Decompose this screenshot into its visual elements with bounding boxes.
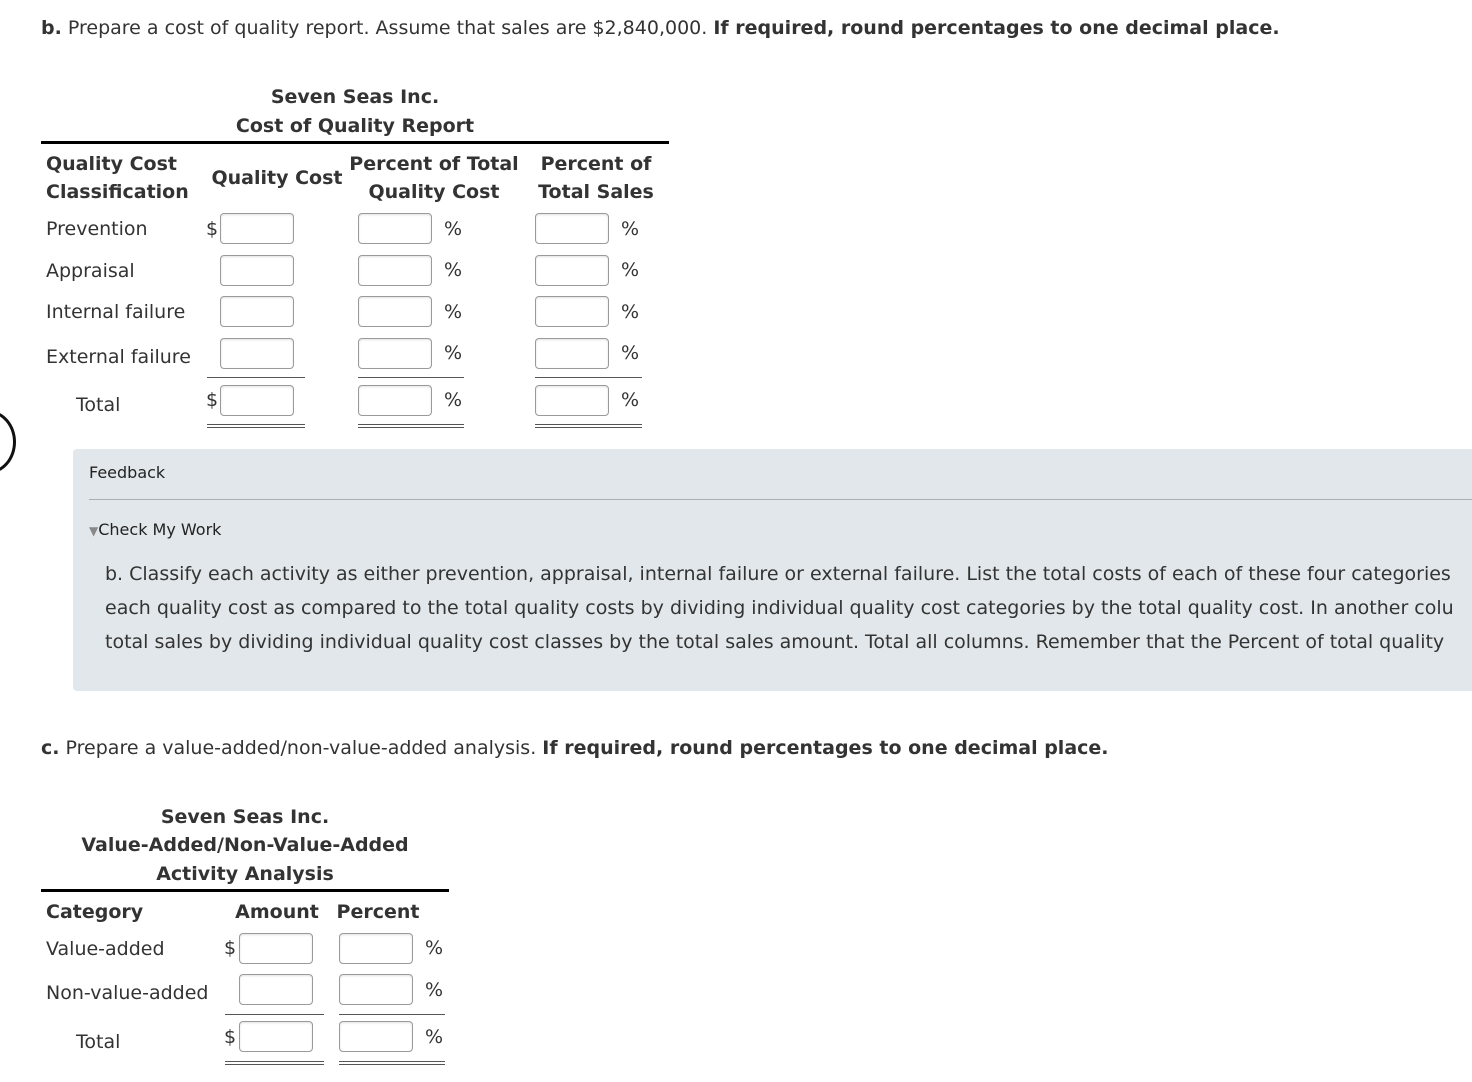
triangle-down-icon: ▼	[89, 524, 99, 538]
header-quality-cost: Quality Cost	[211, 167, 343, 189]
check-my-work-toggle[interactable]	[89, 520, 221, 539]
currency-symbol: $	[224, 1026, 237, 1048]
external-failure-pct-sales-input[interactable]	[535, 338, 609, 369]
header-percent-total-quality-cost: Percent of Total Quality Cost	[349, 153, 519, 203]
currency-symbol: $	[206, 218, 219, 240]
appraisal-pct-sales-input[interactable]	[535, 255, 609, 286]
partial-circle-icon	[0, 410, 16, 474]
percent-sign: %	[425, 1026, 444, 1048]
header-amount: Amount	[235, 901, 319, 923]
row-label: Total	[76, 394, 121, 416]
report-company-name: Seven Seas Inc.	[270, 86, 440, 108]
internal-failure-pct-sales-input[interactable]	[535, 296, 609, 327]
prevention-cost-input[interactable]	[220, 213, 294, 244]
part-c-letter: c.	[41, 737, 60, 759]
percent-sign: %	[444, 342, 463, 364]
header-classification: Quality Cost Classification	[46, 153, 189, 203]
subtotal-underline	[535, 377, 642, 378]
header-percent-total-sales: Percent of Total Sales	[538, 153, 654, 203]
total-double-underline	[339, 1061, 445, 1065]
part-b-instructions: Prepare a cost of quality report. Assume that sales are $2,840,000.	[67, 17, 708, 39]
external-failure-cost-input[interactable]	[220, 338, 294, 369]
row-label: Internal failure	[46, 301, 186, 323]
header-percent: Percent	[336, 901, 420, 923]
percent-sign: %	[621, 389, 640, 411]
percent-sign: %	[621, 301, 640, 323]
analysis-subtitle: Activity Analysis	[156, 863, 334, 885]
part-b-rounding-note: If required, round percentages to one decimal place.	[713, 17, 1280, 39]
total-double-underline	[225, 1061, 324, 1065]
part-b-letter: b.	[41, 17, 62, 39]
percent-sign: %	[621, 218, 640, 240]
part-c-instructions: Prepare a value-added/non-value-added analysis.	[65, 737, 537, 759]
row-label: Value-added	[46, 938, 165, 960]
total-double-underline	[358, 424, 464, 428]
percent-sign: %	[425, 937, 444, 959]
internal-failure-cost-input[interactable]	[220, 296, 294, 327]
percent-sign: %	[444, 301, 463, 323]
total-cost-input[interactable]	[220, 385, 294, 416]
analysis-title: Value-Added/Non-Value-Added	[81, 834, 409, 856]
subtotal-underline	[358, 377, 464, 378]
part-c-question	[41, 737, 1109, 759]
row-label: Total	[76, 1031, 121, 1053]
subtotal-underline	[207, 377, 305, 378]
prevention-pct-sales-input[interactable]	[535, 213, 609, 244]
row-label: Non-value-added	[46, 982, 209, 1004]
currency-symbol: $	[224, 937, 237, 959]
total-pct-quality-input[interactable]	[358, 385, 432, 416]
currency-symbol: $	[206, 389, 219, 411]
check-my-work-label: Check My Work	[98, 520, 222, 539]
appraisal-pct-quality-input[interactable]	[358, 255, 432, 286]
total-percent-input[interactable]	[339, 1021, 413, 1052]
report-title: Cost of Quality Report	[235, 115, 475, 137]
row-label: Appraisal	[46, 260, 135, 282]
percent-sign: %	[621, 342, 640, 364]
appraisal-cost-input[interactable]	[220, 255, 294, 286]
feedback-panel	[73, 449, 1472, 691]
subtotal-underline	[339, 1014, 445, 1015]
feedback-text	[105, 557, 1472, 659]
internal-failure-pct-quality-input[interactable]	[358, 296, 432, 327]
percent-sign: %	[444, 218, 463, 240]
value-added-percent-input[interactable]	[339, 933, 413, 964]
report-header-rule	[41, 141, 669, 144]
feedback-line: b. Classify each activity as either prevention, appraisal, internal failure or external failure. List the total costs of each of these four categories	[105, 563, 1451, 585]
external-failure-pct-quality-input[interactable]	[358, 338, 432, 369]
header-category: Category	[46, 901, 144, 923]
feedback-title: Feedback	[89, 463, 166, 482]
percent-sign: %	[425, 979, 444, 1001]
analysis-company-name: Seven Seas Inc.	[160, 806, 330, 828]
value-added-amount-input[interactable]	[239, 933, 313, 964]
total-amount-input[interactable]	[239, 1021, 313, 1052]
feedback-divider	[89, 499, 1472, 500]
percent-sign: %	[444, 259, 463, 281]
part-c-rounding-note: If required, round percentages to one decimal place.	[542, 737, 1109, 759]
row-label: External failure	[46, 346, 191, 368]
row-label: Prevention	[46, 218, 148, 240]
subtotal-underline	[225, 1014, 324, 1015]
total-double-underline	[535, 424, 642, 428]
feedback-line: each quality cost as compared to the total quality costs by dividing individual quality cost categories by the total quality cost. In another colu	[105, 597, 1454, 619]
non-value-added-percent-input[interactable]	[339, 974, 413, 1005]
total-double-underline	[207, 424, 305, 428]
analysis-header-rule	[41, 889, 449, 892]
non-value-added-amount-input[interactable]	[239, 974, 313, 1005]
prevention-pct-quality-input[interactable]	[358, 213, 432, 244]
total-pct-sales-input[interactable]	[535, 385, 609, 416]
feedback-line: total sales by dividing individual quality cost classes by the total sales amount. Total all columns. Remember that the Percent of total quality	[105, 631, 1445, 653]
percent-sign: %	[621, 259, 640, 281]
percent-sign: %	[444, 389, 463, 411]
part-b-question	[41, 17, 1280, 39]
